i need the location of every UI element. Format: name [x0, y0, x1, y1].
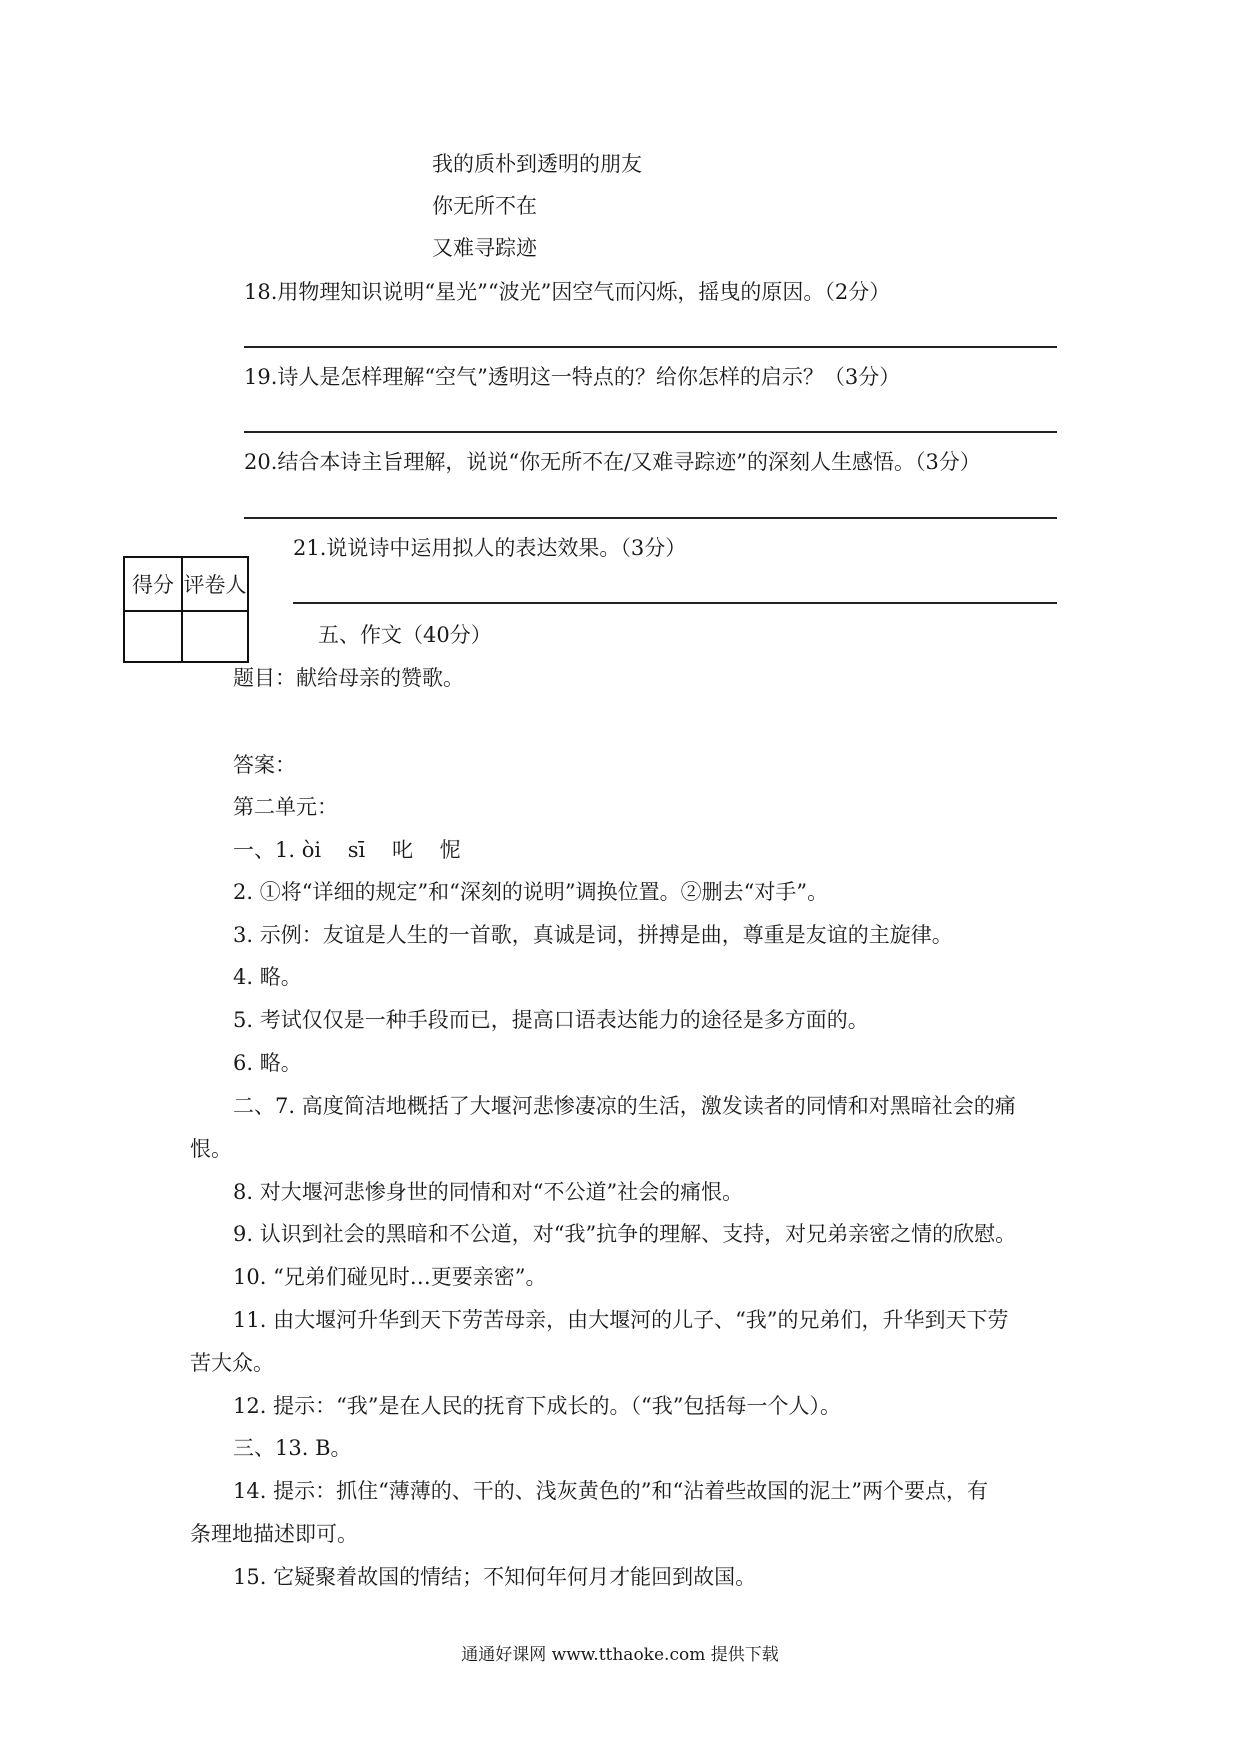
answer-line-19 — [244, 431, 1057, 433]
answer-line-21 — [293, 602, 1057, 604]
answer-5: 5. 考试仅仅是一种手段而已，提高口语表达能力的途径是多方面的。 — [233, 1008, 869, 1032]
answers-label: 答案： — [233, 753, 296, 777]
poem-line-3: 又难寻踪迹 — [432, 236, 537, 260]
answer-9: 9. 认识到社会的黑暗和不公道，对“我”抗争的理解、支持，对兄弟亲密之情的欣慰。 — [233, 1222, 1017, 1246]
poem-line-2: 你无所不在 — [432, 194, 537, 218]
answer-7-line-1: 二、7. 高度简洁地概括了大堰河悲惨凄凉的生活，激发读者的同情和对黑暗社会的痛 — [233, 1094, 1016, 1118]
answer-2: 2. ①将“详细的规定”和“深刻的说明”调换位置。②删去“对手”。 — [233, 880, 829, 904]
question-18: 18.用物理知识说明“星光”“波光”因空气而闪烁，摇曳的原因。（2分） — [244, 280, 891, 304]
unit-heading: 第二单元： — [233, 795, 338, 819]
essay-topic: 题目：献给母亲的赞歌。 — [233, 666, 464, 690]
score-header: 得分 — [125, 558, 183, 612]
answer-12: 12. 提示：“我”是在人民的抚育下成长的。（“我”包括每一个人）。 — [233, 1394, 842, 1418]
answer-8: 8. 对大堰河悲惨身世的同情和对“不公道”社会的痛恨。 — [233, 1180, 744, 1204]
score-box — [123, 556, 249, 663]
answer-3: 3. 示例：友谊是人生的一首歌，真诚是词，拼搏是曲，尊重是友谊的主旋律。 — [233, 923, 953, 947]
answer-14-line-1: 14. 提示：抓住“薄薄的、干的、浅灰黄色的”和“沾着些故国的泥土”两个要点，有 — [233, 1479, 989, 1503]
page-footer: 通通好课网 www.tthaoke.com 提供下载 — [461, 1645, 779, 1665]
answer-7-line-2: 恨。 — [190, 1137, 232, 1161]
answer-4: 4. 略。 — [233, 965, 302, 989]
score-cell — [125, 612, 183, 661]
answer-line-20 — [244, 517, 1057, 519]
question-20: 20.结合本诗主旨理解，说说“你无所不在/又难寻踪迹”的深刻人生感悟。（3分） — [244, 450, 981, 474]
question-21: 21.说说诗中运用拟人的表达效果。（3分） — [293, 536, 687, 560]
answer-line-18 — [244, 346, 1057, 348]
grader-header: 评卷人 — [183, 558, 247, 612]
grader-cell — [183, 612, 247, 661]
question-19: 19.诗人是怎样理解“空气”透明这一特点的？给你怎样的启示？（3分） — [244, 365, 901, 389]
poem-line-1: 我的质朴到透明的朋友 — [432, 152, 642, 176]
essay-heading: 五、作文（40分） — [318, 623, 492, 647]
answer-1: 一、1. òi sī 叱 怩 — [233, 838, 461, 862]
answer-6: 6. 略。 — [233, 1051, 302, 1075]
answer-13: 三、13. B。 — [233, 1436, 352, 1460]
answer-15: 15. 它疑聚着故国的情结；不知何年何月才能回到故国。 — [233, 1565, 757, 1589]
answer-14-line-2: 条理地描述即可。 — [190, 1522, 358, 1546]
answer-11-line-2: 苦大众。 — [190, 1351, 274, 1375]
answer-10: 10. “兄弟们碰见时…更要亲密”。 — [233, 1265, 547, 1289]
answer-11-line-1: 11. 由大堰河升华到天下劳苦母亲，由大堰河的儿子、“我”的兄弟们，升华到天下劳 — [233, 1308, 1009, 1332]
